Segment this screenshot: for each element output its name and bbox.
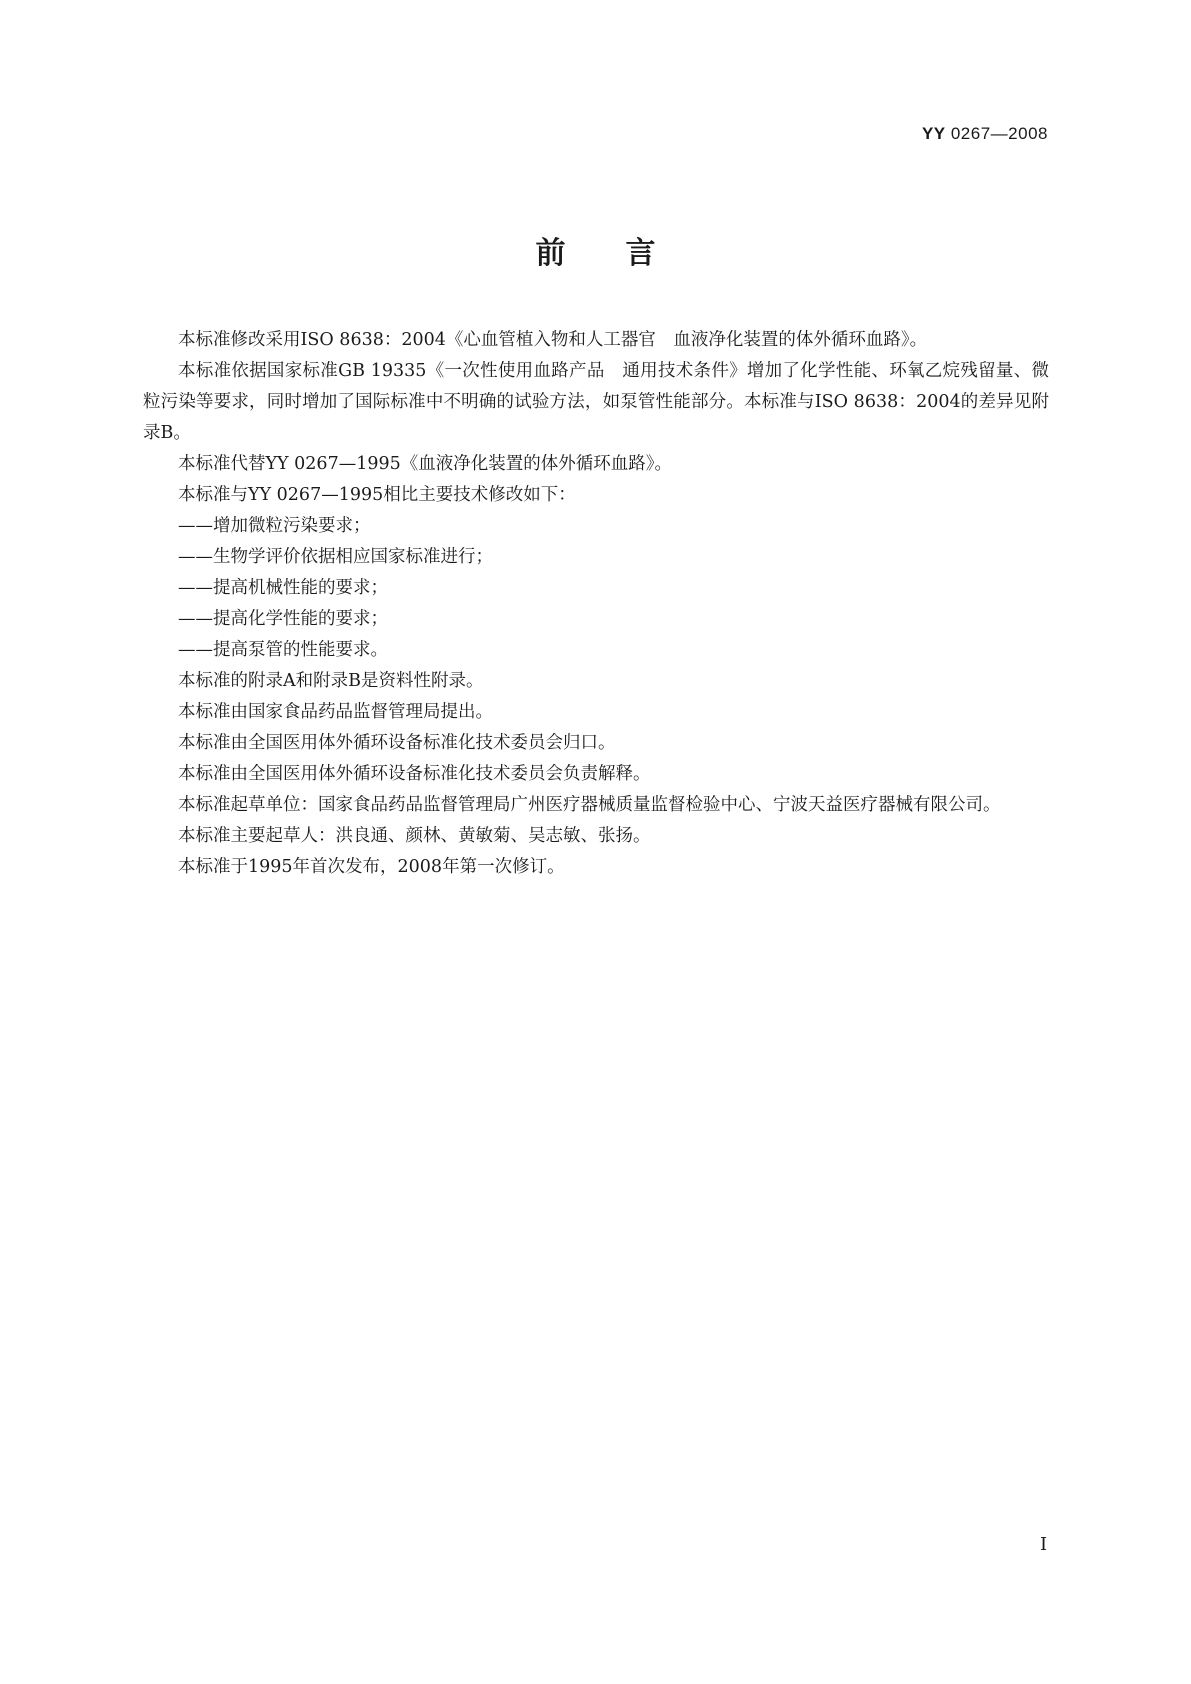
paragraph-replaces: 本标准代替YY 0267—1995《血液净化装置的体外循环血路》。 (178, 454, 672, 474)
change-item: ——生物学评价依据相应国家标准进行； (178, 547, 493, 567)
paragraph-changes-intro: 本标准与YY 0267—1995相比主要技术修改如下： (178, 485, 576, 505)
paragraph-adoption: 本标准修改采用ISO 8638：2004《心血管植入物和人工器官 血液净化装置的体外循环血路》。 (178, 330, 928, 350)
paragraph-proposed-by: 本标准由国家食品药品监督管理局提出。 (178, 702, 493, 722)
foreword-body (143, 325, 1049, 883)
change-item: ——提高机械性能的要求； (178, 578, 388, 598)
standard-code-number: 0267—2008 (945, 124, 1048, 143)
change-item: ——增加微粒污染要求； (178, 516, 371, 536)
paragraph-appendices: 本标准的附录A和附录B是资料性附录。 (178, 671, 484, 691)
standard-code (922, 124, 1048, 144)
paragraph-basis: 本标准依据国家标准GB 19335《一次性使用血路产品 通用技术条件》增加了化学性能、环氧乙烷残留量、微粒污染等要求，同时增加了国际标准中不明确的试验方法，如泵管性能部分。本标准与ISO 8638：2004的差异见附录B。 (143, 361, 1049, 443)
paragraph-drafters: 本标准主要起草人：洪良通、颜林、黄敏菊、吴志敏、张扬。 (178, 826, 651, 846)
change-item: ——提高化学性能的要求； (178, 609, 388, 629)
paragraph-history: 本标准于1995年首次发布，2008年第一次修订。 (178, 857, 565, 877)
change-item: ——提高泵管的性能要求。 (178, 640, 388, 660)
paragraph-centralized-by: 本标准由全国医用体外循环设备标准化技术委员会归口。 (178, 733, 616, 753)
standard-code-prefix: YY (921, 124, 946, 143)
paragraph-interpreted-by: 本标准由全国医用体外循环设备标准化技术委员会负责解释。 (178, 764, 651, 784)
paragraph-drafting-units: 本标准起草单位：国家食品药品监督管理局广州医疗器械质量监督检验中心、宁波天益医疗器械有限公司。 (178, 795, 1001, 815)
page-title: 前言 (535, 236, 716, 271)
page-number: I (1040, 1534, 1048, 1555)
